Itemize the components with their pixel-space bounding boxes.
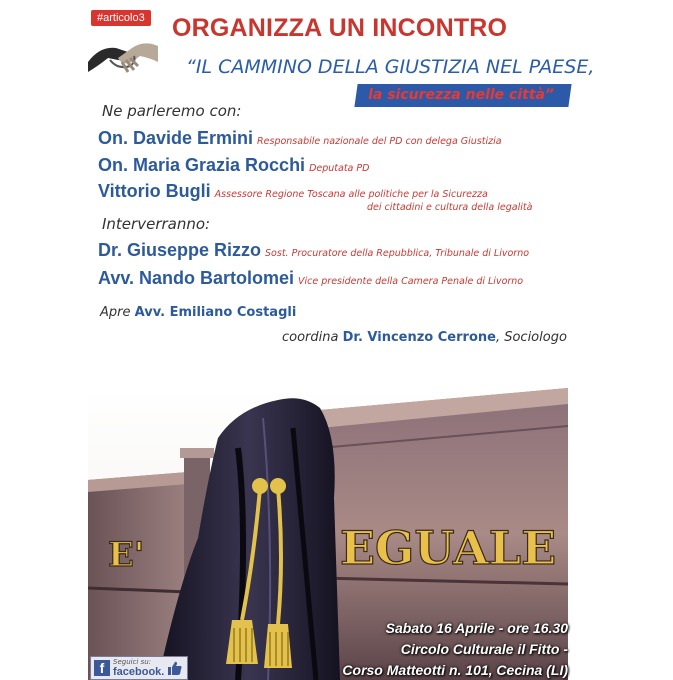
facebook-follow-label: Seguici su: [113,658,152,666]
speaker-row [98,128,502,149]
guest-row [98,240,529,261]
event-subtitle-banner [354,84,571,107]
speaker-row [98,155,369,176]
guest-role: Sost. Procuratore della Repubblica, Tribunale di Livorno [265,248,530,259]
facebook-badge[interactable] [90,656,188,680]
thumbs-up-icon [167,660,183,676]
coordinator-name: Dr. Vincenzo Cerrone [342,330,496,345]
coordinator-prefix: coordina [282,330,339,345]
coordinator-suffix: , Sociologo [495,330,567,345]
speaker-name: On. Davide Ermini [98,128,254,148]
inscription-e: E' [108,535,145,575]
courthouse-photo [88,388,568,680]
facebook-brand-label: facebook. [113,666,165,678]
opening-line [100,305,296,320]
opening-name: Avv. Emiliano Costagli [134,305,297,320]
guest-role: Vice presidente della Camera Penale di Livorno [298,276,524,287]
speakers-heading: Ne parleremo con: [102,102,242,120]
event-address: Corso Matteotti n. 101, Cecina (LI) [342,662,568,678]
guests-heading: Interverranno: [102,215,211,233]
event-subtitle: “IL CAMMINO DELLA GIUSTIZIA NEL PAESE, [186,56,595,78]
inscription-eguale: EGUALE [340,521,557,575]
handshake-icon [88,32,158,86]
speaker-row [98,181,488,202]
speaker-role-continued: dei cittadini e cultura della legalità [367,202,533,213]
speaker-name: On. Maria Grazia Rocchi [98,155,306,175]
guest-name: Dr. Giuseppe Rizzo [98,240,262,260]
event-date: Sabato 16 Aprile - ore 16.30 [385,620,568,636]
speaker-role: Deputata PD [309,163,370,174]
hashtag-badge: #articolo3 [91,10,151,26]
guest-row [98,268,523,289]
speaker-name: Vittorio Bugli [98,181,211,201]
event-subtitle-banner-text: la sicurezza nelle città” [368,87,554,103]
facebook-logo-icon: f [94,660,110,676]
guest-name: Avv. Nando Bartolomei [98,268,295,288]
event-title: ORGANIZZA UN INCONTRO [172,14,508,42]
event-venue: Circolo Culturale il Fitto - [400,641,568,657]
speaker-role: Assessore Regione Toscana alle politiche per la Sicurezza [214,189,488,200]
speaker-role: Responsabile nazionale del PD con delega Giustizia [257,136,502,147]
coordinator-line [282,330,567,345]
opening-prefix: Apre [100,305,131,320]
